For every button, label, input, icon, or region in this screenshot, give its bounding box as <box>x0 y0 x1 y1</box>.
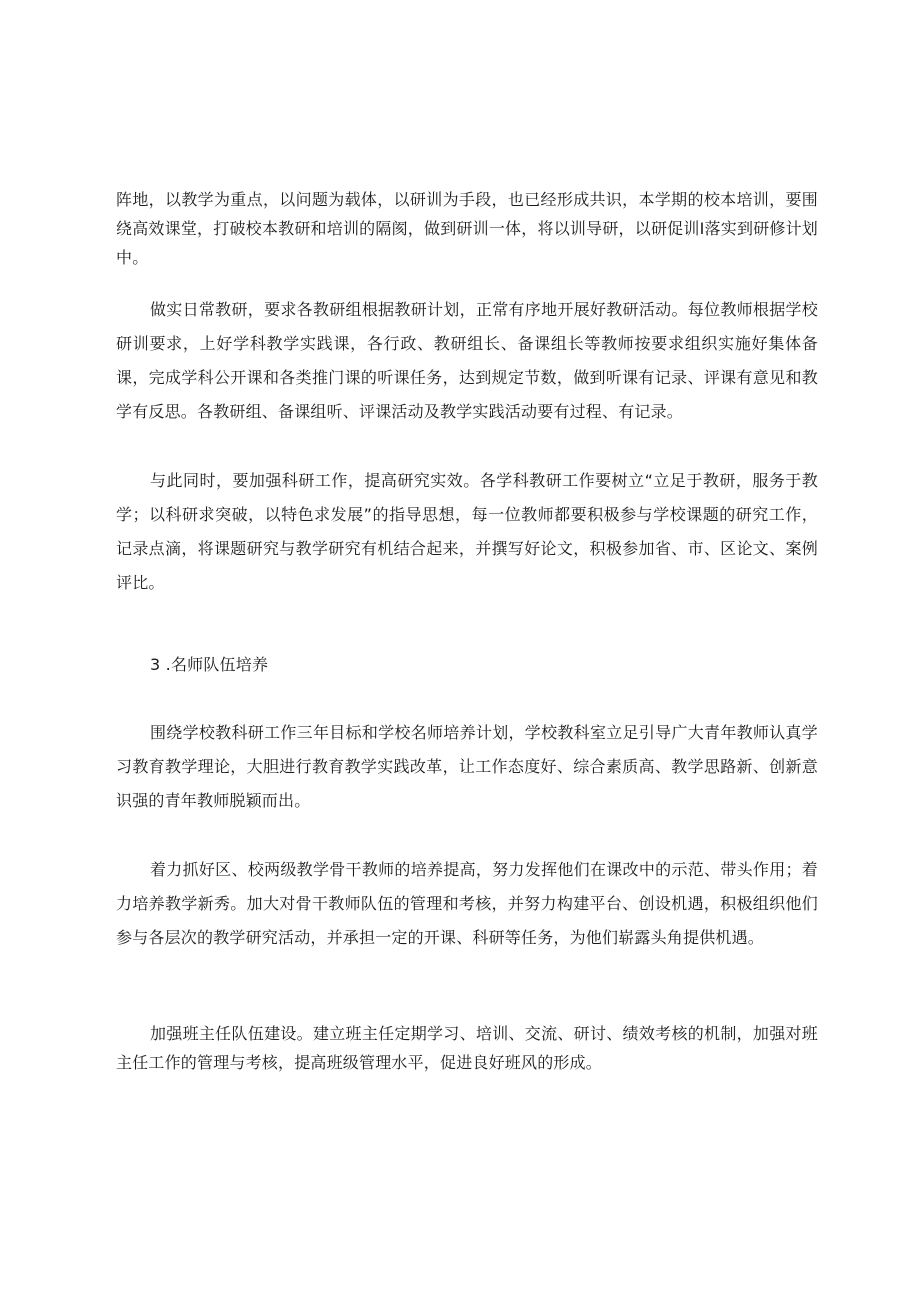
paragraph-class-teachers: 加强班主任队伍建设。建立班主任定期学习、培训、交流、研讨、绩效考核的机制，加强对班主任工作的管理与考核，提高班级管理水平，促进良好班风的形成。 <box>116 1024 818 1072</box>
paragraph-daily-research: 做实日常教研，要求各教研组根据教研计划，正常有序地开展好教研活动。每位教师根据学校研训要求，上好学科教学实践课，各行政、教研组长、备课组长等教师按要求组织实施好集体备课，完成学科公开课和各类推门课的听课任务，达到规定节数，做到听课有记录、评课有意见和教学有反思。各教研组、备课组听、评课活动及教学实践活动要有过程、有记录。 <box>116 300 818 421</box>
paragraph-research-work: 与此同时，要加强科研工作，提高研究实效。各学科教研工作要树立“立足于教研，服务于教学；以科研求突破，以特色求发展”的指导思想，每一位教师都要积极参与学校课题的研究工作，记录点滴，将课题研究与教学研究有机结合起来，并撰写好论文，积极参加省、市、区论文、案例评比。 <box>116 471 818 592</box>
section-heading: 3 .名师队伍培养 <box>150 655 269 674</box>
paragraph-backbone-teachers: 着力抓好区、校两级教学骨干教师的培养提高，努力发挥他们在课改中的示范、带头作用；着力培养教学新秀。加大对骨干教师队伍的管理和考核，并努力构建平台、创设机遇，积极组织他们参与各层次的教学研究活动，并承担一定的开课、科研等任务，为他们崭露头角提供机遇。 <box>116 860 818 947</box>
paragraph-teacher-training: 围绕学校教科研工作三年目标和学校名师培养计划，学校教科室立足引导广大青年教师认真学习教育教学理论，大胆进行教育教学实践改革，让工作态度好、综合素质高、教学思路新、创新意识强的青年教师脱颖而出。 <box>116 723 818 810</box>
paragraph-continuation: 阵地，以教学为重点，以问题为载体，以研训为手段，也已经形成共识，本学期的校本培训，要围绕高效课堂，打破校本教研和培训的隔阂，做到研训一体，将以训导研，以研促训I落实到研修计划中。 <box>116 190 818 267</box>
